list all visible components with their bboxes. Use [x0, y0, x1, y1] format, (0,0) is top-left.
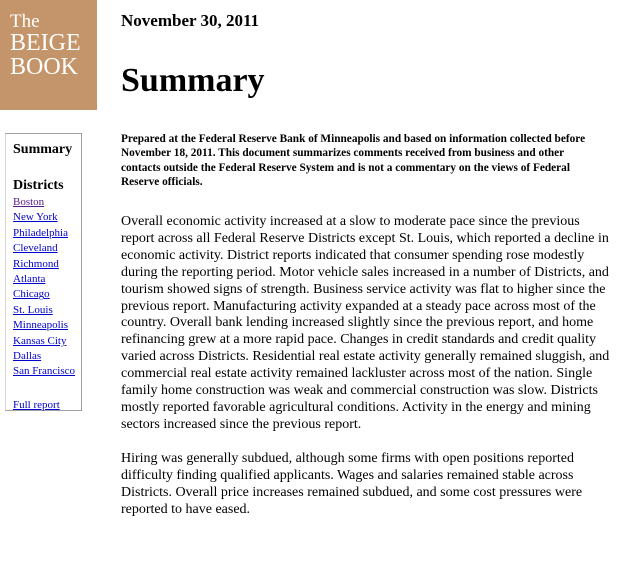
logo-beige: BEIGE [10, 30, 81, 56]
beige-book-logo[interactable] [0, 0, 97, 110]
sidebar-item-st-louis[interactable]: St. Louis [13, 303, 53, 316]
district-list [13, 195, 81, 380]
summary-paragraph: Overall economic activity increased at a slow to moderate pace since the previous report across all Federal Reserve Districts except St. Louis, which reported a decline in economic activity. District reports indicated that consumer spending rose modestly during the reporting period. Motor vehicle sales increased in a number of Districts, and tourism showed signs of strength. Business service activity was flat to higher since the previous report. Manufacturing activity expanded at a steady pace across most of the country. Overall bank lending increased slightly since the previous report, and home refinancing grew at a more rapid pace. Changes in credit standards and credit quality varied across Districts. Residential real estate activity generally remained sluggish, and commercial real estate activity remained lackluster across most of the nation. Single family home construction was weak and commercial construction was slow. Districts mostly reported favorable agricultural conditions. Activity in the energy and mining sectors increased since the previous report. [121, 214, 610, 432]
sidebar-item-richmond[interactable]: Richmond [13, 257, 59, 270]
sidebar-item-cleveland[interactable]: Cleveland [13, 242, 58, 255]
logo-book: BOOK [10, 54, 79, 80]
sidebar-item-philadelphia[interactable]: Philadelphia [13, 226, 68, 239]
sidebar-item-chicago[interactable]: Chicago [13, 288, 50, 301]
summary-body [121, 214, 613, 535]
summary-paragraph: Hiring was generally subdued, although some firms with open positions reported difficulty finding qualified applicants. Wages and salaries remained stable across Districts. Overall price increases remained subdued, and some cost pressures were reported to have eased. [121, 450, 583, 517]
sidebar-item-kansas-city[interactable]: Kansas City [13, 334, 67, 347]
sidebar-item-dallas[interactable]: Dallas [13, 350, 42, 363]
logo-the: The [10, 11, 40, 32]
preparation-note: Prepared at the Federal Reserve Bank of Minneapolis and based on information collected before November 18, 2011. This document summarizes comments received from business and other contacts outside the Federal Reserve System and is not a commentary on the views of Federal Reserve officials. [121, 133, 586, 188]
page-title: Summary [121, 62, 265, 99]
sidebar-item-new-york[interactable]: New York [13, 211, 58, 224]
sidebar-item-minneapolis[interactable]: Minneapolis [13, 319, 68, 332]
sidebar-nav [5, 133, 82, 411]
full-report-link[interactable]: Full report [13, 398, 60, 411]
sidebar-districts-heading: Districts [13, 178, 64, 193]
sidebar-summary-heading: Summary [13, 142, 73, 157]
sidebar-item-atlanta[interactable]: Atlanta [13, 273, 46, 286]
sidebar-item-san-francisco[interactable]: San Francisco [13, 365, 76, 378]
report-date: November 30, 2011 [121, 11, 260, 30]
sidebar-item-boston[interactable]: Boston [13, 196, 45, 208]
